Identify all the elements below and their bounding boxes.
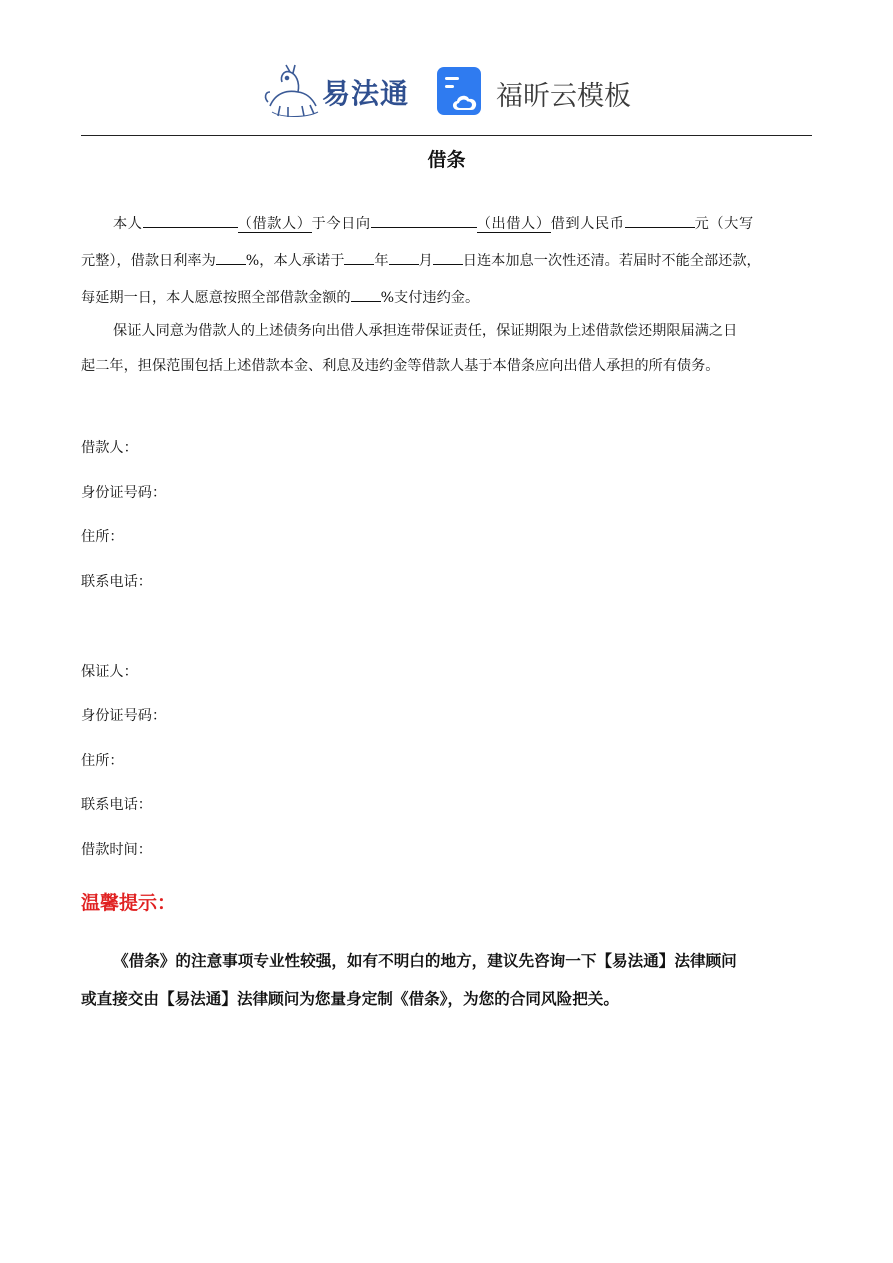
borrower-name-blank: [143, 213, 238, 228]
guarantee-line-2: [81, 349, 812, 384]
document-title: 借条: [427, 149, 466, 171]
logo-left-text: 易法通: [322, 77, 410, 110]
text-yuan-capital: 元（大写: [694, 216, 754, 232]
loan-paragraph: [81, 206, 812, 317]
guarantor-phone-field-label: 联系电话：: [81, 797, 152, 813]
daily-rate-blank: [216, 250, 246, 265]
tip-text-2: 或直接交由【易法通】法律顾问为您量身定制《借条》，为您的合同风险把关。: [81, 989, 619, 1008]
text-month: 月: [418, 253, 433, 269]
loan-time-field-label: 借款时间：: [81, 842, 152, 858]
tip-body: [81, 942, 812, 1018]
qilin-icon: [262, 62, 324, 120]
text-today-to: 于今日向: [311, 216, 371, 232]
borrower-phone-field-label: 联系电话：: [81, 574, 152, 590]
guarantee-line-1: [81, 314, 812, 349]
logo-right-text: 福昕云模板: [496, 81, 631, 112]
header-logos: [0, 60, 893, 122]
tip-line-2: [81, 980, 812, 1018]
guarantor-id-field-label: 身份证号码：: [81, 708, 167, 724]
cloud-document-icon: [436, 66, 486, 118]
guarantee-text-1: 保证人同意为借款人的上述债务向出借人承担连带保证责任，保证期限为上述借款偿还期限届满之日: [113, 323, 738, 339]
month-blank: [389, 250, 419, 265]
text-pay-penalty: %支付违约金。: [380, 290, 480, 306]
day-blank: [433, 250, 463, 265]
guarantee-text-2: 起二年，担保范围包括上述借款本金、利息及违约金等借款人基于本借条应向出借人承担的所有债务。: [81, 358, 720, 374]
guarantor-field-label: 保证人：: [81, 664, 138, 680]
text-lender-label: （出借人）: [476, 216, 551, 232]
text-day-repay: 日连本加息一次性还清。若届时不能全部还款，: [462, 253, 761, 269]
guarantee-paragraph: [81, 314, 812, 384]
guarantor-address-field-label: 住所：: [81, 753, 124, 769]
text-year: 年: [374, 253, 389, 269]
borrower-address-field-label: 住所：: [81, 529, 124, 545]
lender-name-blank: [371, 213, 477, 228]
year-blank: [344, 250, 374, 265]
text-delay-penalty: 每延期一日，本人愿意按照全部借款金额的: [81, 290, 351, 306]
loan-line-1: [81, 206, 812, 243]
borrower-field-label: 借款人：: [81, 440, 138, 456]
text-benren: 本人: [113, 216, 143, 232]
text-borrowed-rmb: 借到人民币: [550, 216, 625, 232]
loan-line-2: [81, 243, 812, 280]
text-yuan-interest: 元整），借款日利率为: [81, 253, 216, 269]
amount-blank: [625, 213, 695, 228]
yifatong-logo: [262, 62, 414, 120]
loan-line-3: [81, 280, 812, 317]
tip-line-1: [81, 942, 812, 980]
text-pct-promise: %，本人承诺于: [245, 253, 345, 269]
header-divider: [81, 135, 812, 136]
text-borrower-label: （借款人）: [237, 216, 312, 232]
foxit-template-logo: [436, 64, 636, 120]
penalty-rate-blank: [351, 287, 381, 302]
borrower-id-field-label: 身份证号码：: [81, 485, 167, 501]
tip-text-1: 《借条》的注意事项专业性较强，如有不明白的地方，建议先咨询一下【易法通】法律顾问: [113, 951, 737, 970]
tip-heading: 温馨提示：: [81, 892, 177, 914]
